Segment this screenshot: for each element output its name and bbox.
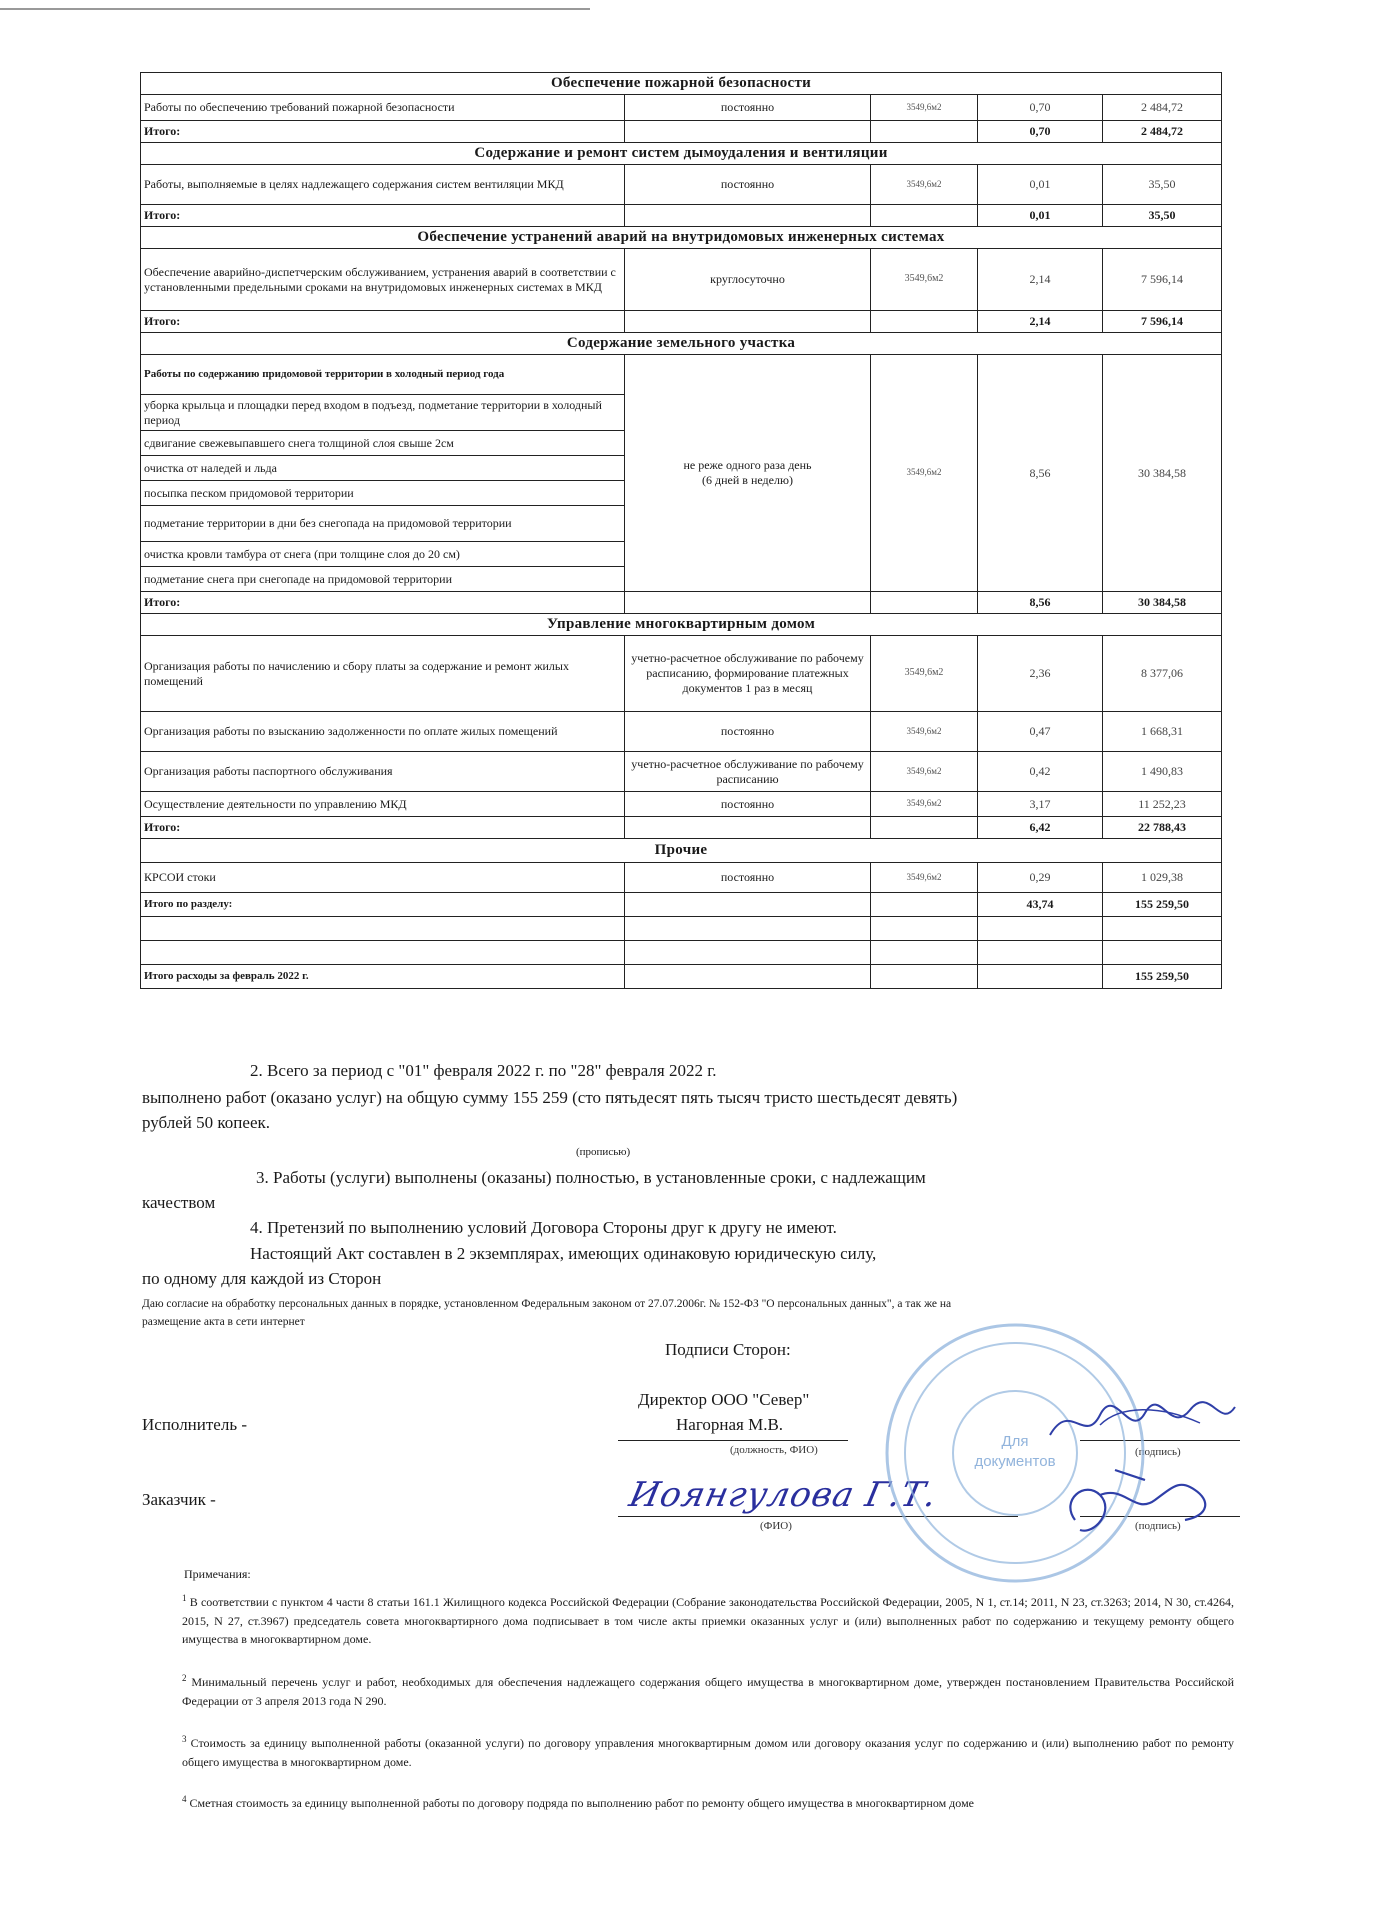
work-name: Осуществление деятельности по управлению МКД xyxy=(141,792,625,817)
executor-signature xyxy=(1040,1395,1240,1455)
work-period: постоянно xyxy=(625,165,871,205)
total-row xyxy=(141,205,1222,227)
services-table xyxy=(140,72,1222,989)
executor-caption: (должность, ФИО) xyxy=(730,1444,818,1456)
work-sum: 1 029,38 xyxy=(1103,863,1222,893)
total-label: Итого: xyxy=(141,311,625,333)
section-total-label: Итого по разделу: xyxy=(141,893,625,917)
executor-position: Директор ООО "Север" xyxy=(638,1390,810,1409)
total-rate: 8,56 xyxy=(978,592,1103,614)
consent-line-2: размещение акта в сети интернет xyxy=(142,1316,305,1328)
work-period: круглосуточно xyxy=(625,249,871,311)
list-item: очистка от наледей и льда xyxy=(141,456,1222,481)
work-sum: 1 668,31 xyxy=(1103,712,1222,752)
work-area: 3549,6м2 xyxy=(871,636,978,712)
total-row xyxy=(141,311,1222,333)
list-item: уборка крыльца и площадки перед входом в подъезд, подметание территории в холодный период xyxy=(141,395,1222,431)
table-row xyxy=(141,636,1222,712)
section-title: Обеспечение пожарной безопасности xyxy=(141,73,1222,95)
work-area: 3549,6м2 xyxy=(871,712,978,752)
work-rate: 0,42 xyxy=(978,752,1103,792)
work-name: Обеспечение аварийно-диспетчерским обслуживанием, устранения аварий в соответствии с установленными предельными сроками на внутридомовых инженерных системах в МКД xyxy=(141,249,625,311)
list-item: очистка кровли тамбура от снега (при толщине слоя до 20 см) xyxy=(141,542,1222,567)
table-row xyxy=(141,95,1222,121)
total-sum: 22 788,43 xyxy=(1103,817,1222,839)
total-sum: 7 596,14 xyxy=(1103,311,1222,333)
total-rate: 0,01 xyxy=(978,205,1103,227)
total-rate: 0,70 xyxy=(978,121,1103,143)
work-sum: 8 377,06 xyxy=(1103,636,1222,712)
note-4: $^4$ Сметная стоимость за единицу выполненной работы по договору подряда по выполнению работ по ремонту общего имущества в многоквартирном доме xyxy=(182,1794,974,1810)
paragraph-3-line-1: 3. Работы (услуги) выполнены (оказаны) полностью, в установленные сроки, с надлежащим xyxy=(256,1168,926,1187)
grand-total-label: Итого расходы за февраль 2022 г. xyxy=(141,965,625,989)
executor-name: Нагорная М.В. xyxy=(676,1415,784,1434)
table-row xyxy=(141,863,1222,893)
executor-name-line xyxy=(618,1440,848,1441)
work-rate: 8,56 xyxy=(978,355,1103,592)
work-sum: 11 252,23 xyxy=(1103,792,1222,817)
signatures-heading: Подписи Сторон: xyxy=(665,1340,791,1359)
total-label: Итого: xyxy=(141,205,625,227)
list-item: подметание снега при снегопаде на придомовой территории xyxy=(141,567,1222,592)
section-title: Содержание земельного участка xyxy=(141,333,1222,355)
paragraph-2-line-1: 2. Всего за период с "01" февраля 2022 г. по "28" февраля 2022 г. xyxy=(250,1061,717,1080)
consent-line-1: Даю согласие на обработку персональных данных в порядке, установленном Федеральным законом от 27.07.2006г. № 152-ФЗ "О персональных данных", а так же на xyxy=(142,1298,952,1310)
customer-sign-caption: (подпись) xyxy=(1135,1520,1181,1532)
group-header: Работы по содержанию придомовой территории в холодный период года xyxy=(141,355,625,395)
section-title: Прочие xyxy=(141,839,1222,863)
note-1: $^1$ В соответствии с пунктом 4 части 8 статьи 161.1 Жилищного кодекса Российской Федерации (Собрание законодательства Российской Федерации, 2005, N 1, ст.14; 2011, N 23, ст.3263; 2014, N 30, ст.4264, 2015, N 27, ст.3967) председатель совета многоквартирного дома подписывает в том числе акты приемки оказанных услуг и (или) выполненных работ по содержанию и текущему ремонту общего имущества в многоквартирном доме. xyxy=(182,1593,1234,1647)
work-period: постоянно xyxy=(625,712,871,752)
paragraph-4: 4. Претензий по выполнению условий Договора Стороны друг к другу не имеют. xyxy=(250,1218,837,1237)
work-name: Организация работы по взысканию задолженности по оплате жилых помещений xyxy=(141,712,625,752)
work-area: 3549,6м2 xyxy=(871,249,978,311)
customer-signature xyxy=(1055,1460,1225,1550)
work-sum: 2 484,72 xyxy=(1103,95,1222,121)
total-label: Итого: xyxy=(141,817,625,839)
table-row xyxy=(141,355,1222,395)
table-row xyxy=(141,792,1222,817)
list-item: посыпка песком придомовой территории xyxy=(141,481,1222,506)
customer-caption: (ФИО) xyxy=(760,1520,792,1532)
empty-row xyxy=(141,917,1222,941)
work-rate: 2,14 xyxy=(978,249,1103,311)
section-title: Управление многоквартирным домом xyxy=(141,614,1222,636)
work-rate: 0,70 xyxy=(978,95,1103,121)
work-area: 3549,6м2 xyxy=(871,95,978,121)
work-sum: 1 490,83 xyxy=(1103,752,1222,792)
total-row xyxy=(141,592,1222,614)
table-row xyxy=(141,752,1222,792)
work-sum: 35,50 xyxy=(1103,165,1222,205)
work-rate: 0,01 xyxy=(978,165,1103,205)
total-rate: 2,14 xyxy=(978,311,1103,333)
work-rate: 0,29 xyxy=(978,863,1103,893)
executor-sign-caption: (подпись) xyxy=(1135,1446,1181,1458)
section-total-row xyxy=(141,893,1222,917)
list-item: сдвигание свежевыпавшего снега толщиной слоя свыше 2см xyxy=(141,431,1222,456)
scan-top-line xyxy=(0,8,590,10)
work-sum: 30 384,58 xyxy=(1103,355,1222,592)
work-rate: 3,17 xyxy=(978,792,1103,817)
list-item: подметание территории в дни без снегопада на придомовой территории xyxy=(141,506,1222,542)
paragraph-5-line-2: по одному для каждой из Сторон xyxy=(142,1269,382,1288)
svg-text:документов: документов xyxy=(974,1453,1056,1470)
total-rate: 6,42 xyxy=(978,817,1103,839)
work-period: учетно-расчетное обслуживание по рабочему расписанию xyxy=(625,752,871,792)
total-sum: 35,50 xyxy=(1103,205,1222,227)
work-area: 3549,6м2 xyxy=(871,752,978,792)
work-name: Работы по обеспечению требований пожарной безопасности xyxy=(141,95,625,121)
grand-total-row xyxy=(141,965,1222,989)
work-area: 3549,6м2 xyxy=(871,863,978,893)
total-sum: 2 484,72 xyxy=(1103,121,1222,143)
paragraph-3-line-2: качеством xyxy=(142,1193,216,1212)
work-period: постоянно xyxy=(625,95,871,121)
work-rate: 2,36 xyxy=(978,636,1103,712)
work-sum: 7 596,14 xyxy=(1103,249,1222,311)
empty-row xyxy=(141,941,1222,965)
work-period: учетно-расчетное обслуживание по рабочему расписанию, формирование платежных документов 1 раз в месяц xyxy=(625,636,871,712)
section-title: Обеспечение устранений аварий на внутридомовых инженерных системах xyxy=(141,227,1222,249)
section-total-rate: 43,74 xyxy=(978,893,1103,917)
total-label: Итого: xyxy=(141,592,625,614)
grand-total-sum: 155 259,50 xyxy=(1103,965,1222,989)
work-name: Работы, выполняемые в целях надлежащего содержания систем вентиляции МКД xyxy=(141,165,625,205)
paragraph-5-line-1: Настоящий Акт составлен в 2 экземплярах, имеющих одинаковую юридическую силу, xyxy=(250,1244,877,1263)
work-name: Организация работы паспортного обслуживания xyxy=(141,752,625,792)
work-period: постоянно xyxy=(625,863,871,893)
work-period: постоянно xyxy=(625,792,871,817)
note-3: $^3$ Стоимость за единицу выполненной работы (оказанной услуги) по договору управления многоквартирным домом или договору оказания услуг по содержанию и (или) выполнению работ по ремонту общего имущества в многоквартирном доме. xyxy=(182,1734,1235,1769)
customer-label: Заказчик - xyxy=(142,1490,216,1509)
section-title: Содержание и ремонт систем дымоудаления и вентиляции xyxy=(141,143,1222,165)
work-area: 3549,6м2 xyxy=(871,355,978,592)
work-name: Организация работы по начислению и сбору платы за содержание и ремонт жилых помещений xyxy=(141,636,625,712)
work-area: 3549,6м2 xyxy=(871,165,978,205)
total-row xyxy=(141,817,1222,839)
paragraph-2-line-2: выполнено работ (оказано услуг) на общую сумму 155 259 (сто пятьдесят пять тысяч тристо шестьдесят девять) xyxy=(142,1088,958,1107)
propisyu-caption: (прописью) xyxy=(576,1146,631,1158)
work-name: КРСОИ стоки xyxy=(141,863,625,893)
notes-heading: Примечания: xyxy=(184,1567,251,1581)
work-period: не реже одного раза день (6 дней в неделю) xyxy=(625,355,871,592)
table-row xyxy=(141,249,1222,311)
work-rate: 0,47 xyxy=(978,712,1103,752)
svg-text:Для: Для xyxy=(1001,1433,1029,1450)
total-sum: 30 384,58 xyxy=(1103,592,1222,614)
work-area: 3549,6м2 xyxy=(871,792,978,817)
customer-name-handwritten: Иоянгулова Г.Т. xyxy=(625,1475,941,1515)
table-row xyxy=(141,165,1222,205)
total-row xyxy=(141,121,1222,143)
executor-label: Исполнитель - xyxy=(142,1415,247,1434)
table-row xyxy=(141,712,1222,752)
note-2: $^2$ Минимальный перечень услуг и работ, необходимых для обеспечения надлежащего содержания общего имущества в многоквартирном доме, утвержден постановлением Правительства Российской Федерации от 3 апреля 2013 года N 290. xyxy=(182,1673,1234,1708)
section-total-sum: 155 259,50 xyxy=(1103,893,1222,917)
paragraph-2-line-3: рублей 50 копеек. xyxy=(142,1113,270,1132)
total-label: Итого: xyxy=(141,121,625,143)
